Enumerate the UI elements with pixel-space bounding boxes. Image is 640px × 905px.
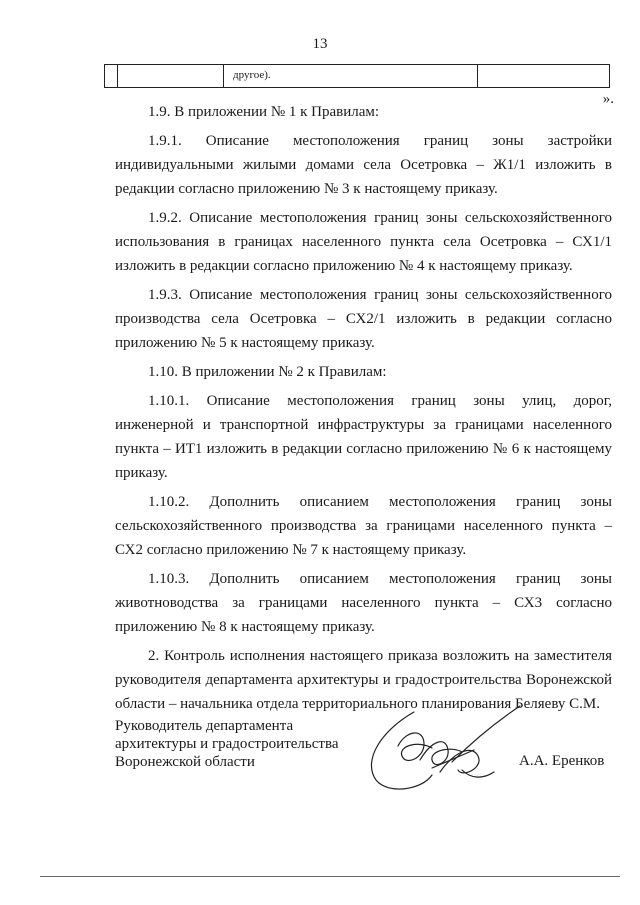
paragraph-1-10-1: 1.10.1. Описание местоположения границ зоны улиц, дорог, инженерной и транспортной инфраструктуры за границами населенного пункта – ИТ1 изложить в редакции согласно приложению № 6 к настоящему приказу. <box>115 393 612 481</box>
handwritten-signature <box>362 700 522 800</box>
page-bottom-rule <box>40 876 620 877</box>
page-number: 13 <box>312 36 328 52</box>
signer-title-line-2: архитектуры и градостроительства <box>115 736 339 752</box>
paragraph-heading-1-10: 1.10. В приложении № 2 к Правилам: <box>148 364 387 380</box>
paragraph-heading-1-9: 1.9. В приложении № 1 к Правилам: <box>148 104 380 120</box>
table-divider <box>223 65 224 87</box>
signer-name: А.А. Еренков <box>519 753 605 769</box>
signer-title-line-1: Руководитель департамента <box>115 718 294 734</box>
table-row-fragment <box>104 64 610 88</box>
paragraph-1-10-3: 1.10.3. Дополнить описанием местоположения границ зоны животноводства за границами населенного пункта – СХ3 согласно приложению № 8 к настоящему приказу. <box>115 571 612 635</box>
table-divider <box>117 65 118 87</box>
signer-title-line-3: Воронежской области <box>115 754 255 770</box>
paragraph-1-9-2: 1.9.2. Описание местоположения границ зоны сельскохозяйственного использования в границах населенного пункта села Осетровка – СХ1/1 изложить в редакции согласно приложению № 4 к настоящему приказу. <box>115 210 612 274</box>
signature-title-block <box>115 717 338 771</box>
document-body <box>115 100 612 716</box>
paragraph-1-10-2: 1.10.2. Дополнить описанием местоположения границ зоны сельскохозяйственного производства за границами населенного пункта – СХ2 согласно приложению № 7 к настоящему приказу. <box>115 494 612 558</box>
paragraph-1-9-3: 1.9.3. Описание местоположения границ зоны сельскохозяйственного производства села Осетровка – СХ2/1 изложить в редакции согласно приложению № 5 к настоящему приказу. <box>115 287 612 351</box>
table-cell-text: другое). <box>233 69 271 81</box>
table-divider <box>477 65 478 87</box>
paragraph-2: 2. Контроль исполнения настоящего приказа возложить на заместителя руководителя департамента архитектуры и градостроительства Воронежской области – начальника отдела территориального планирования Беляеву С.М. <box>115 648 612 712</box>
paragraph-1-9-1: 1.9.1. Описание местоположения границ зоны застройки индивидуальными жилыми домами села Осетровка – Ж1/1 изложить в редакции согласно приложению № 3 к настоящему приказу. <box>115 133 612 197</box>
closing-quote: ». <box>602 91 614 107</box>
